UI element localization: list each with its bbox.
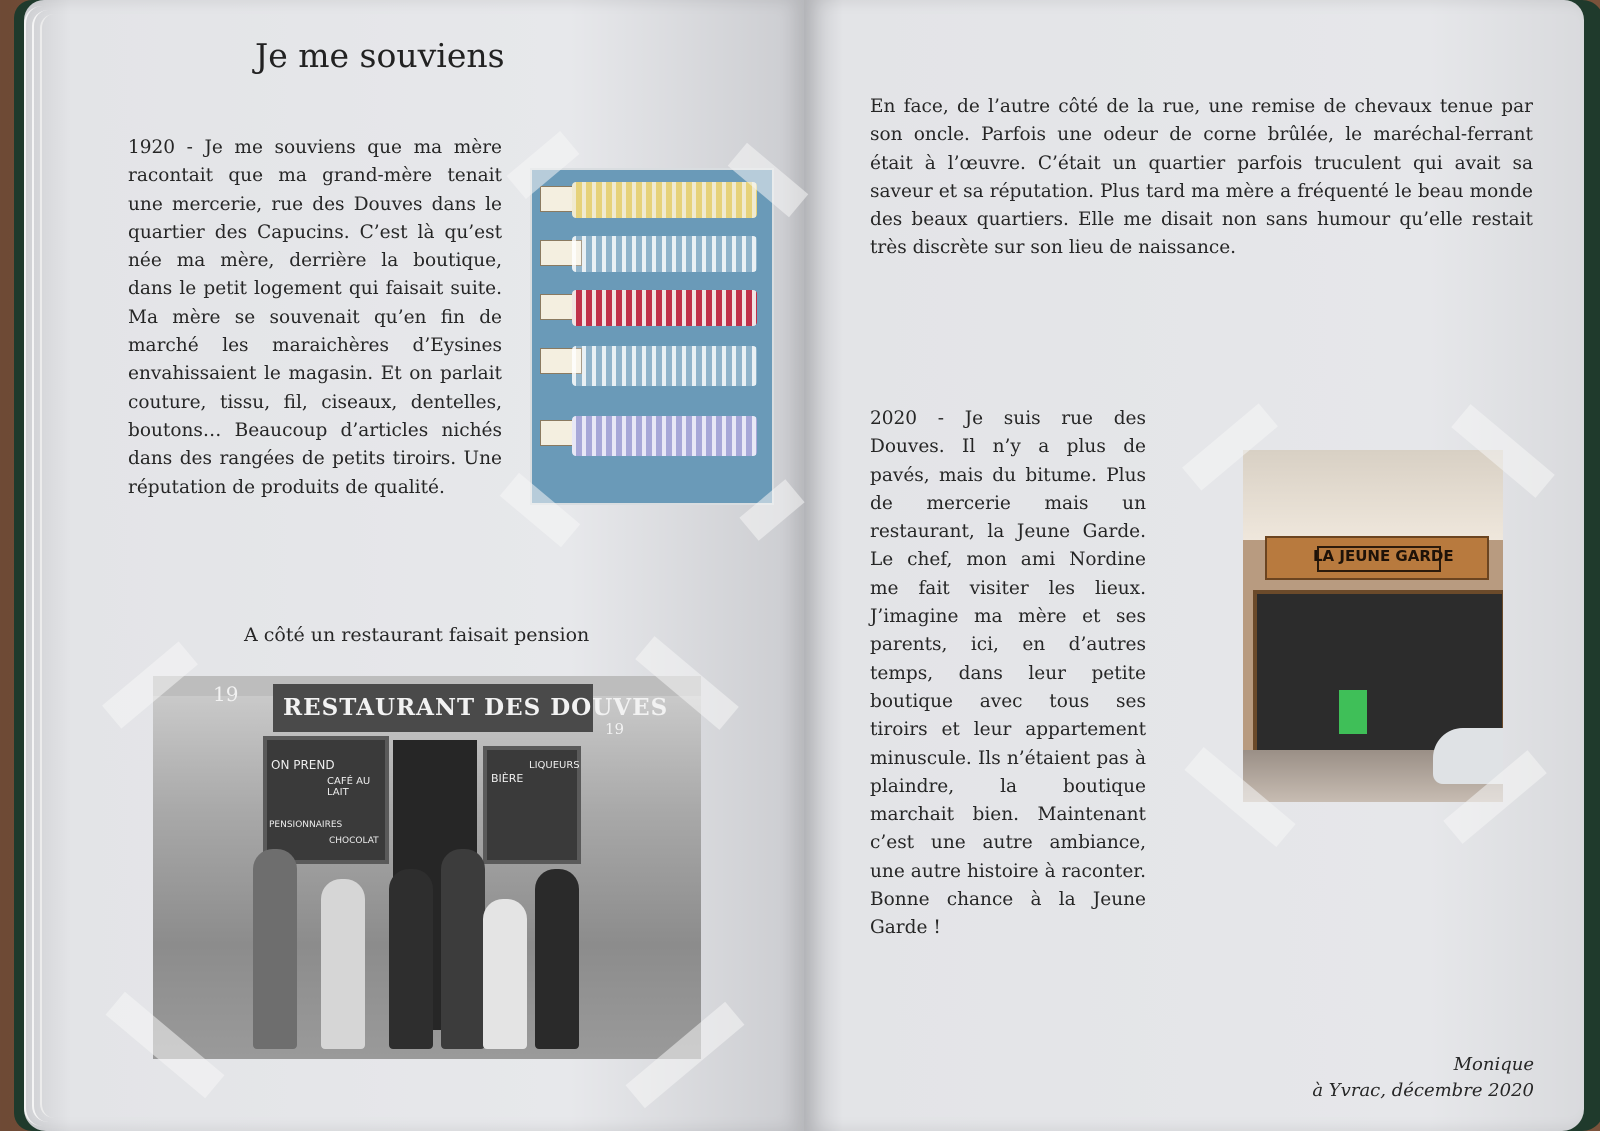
lace-samples-photo <box>532 170 772 503</box>
poster <box>1339 690 1367 734</box>
person <box>253 849 297 1049</box>
person <box>389 869 433 1049</box>
house-number: 19 <box>213 682 239 706</box>
person <box>535 869 579 1049</box>
page-title: Je me souviens <box>255 36 505 75</box>
paragraph-2020: 2020 - Je suis rue des Douves. Il n’y a plus de pavés, mais du bitume. Plus de mercerie mais un restaurant, la Jeune Garde. Le chef, mon ami Nordine me fait visiter les lieux. J’imagine ma mère et ses parents, ici, en d’autres temps, dans leur petite boutique avec tous ses tiroirs et leur appartement minuscule. Ils n’étaient pas à plaindre, la boutique marchait bien. Maintenant c’est une autre ambiance, une autre histoire à raconter. Bonne chance à la Jeune Garde ! <box>870 408 1146 939</box>
modern-sign-text: LA JEUNE GARDE <box>1313 547 1454 565</box>
house-number: 19 <box>605 720 625 738</box>
person <box>321 879 365 1049</box>
person <box>483 899 527 1049</box>
restaurant-sign-text: RESTAURANT DES DOUVES <box>283 694 669 721</box>
person <box>441 849 485 1049</box>
car <box>1433 728 1503 784</box>
paragraph-opposite: En face, de l’autre côté de la rue, une remise de chevaux tenue par son oncle. Parfois une odeur de corne brûlée, le maréchal-ferrant était à l’œuvre. C’était un quartier parfois truculent qui avait sa saveur et sa réputation. Plus tard ma mère a fréquenté le beau monde des beaux quartiers. Elle me disait non sans humour qu’elle restait très discrète sur son lieu de naissance. <box>870 96 1533 259</box>
signature-name: Monique <box>1453 1054 1534 1075</box>
page-edge <box>40 14 102 1118</box>
photo-caption: A côté un restaurant faisait pension <box>244 624 590 646</box>
signature <box>1312 1052 1534 1104</box>
shop-window: ON PREND CAFÉ AU LAIT PENSIONNAIRES CHOCOLAT <box>263 736 389 864</box>
old-restaurant-photo <box>153 676 701 1059</box>
signature-place-date: à Yvrac, décembre 2020 <box>1312 1080 1534 1101</box>
paragraph-1920: 1920 - Je me souviens que ma mère racontait que ma grand-mère tenait une mercerie, rue des Douves dans le quartier des Capucins. C’est là qu’est née ma mère, derrière la boutique, dans le petit logement qui faisait suite. Ma mère se souvenait qu’en fin de marché les maraichères d’Eysines envahissaient le magasin. Et on parlait couture, tissu, fil, ciseaux, dentelles, boutons… Beaucoup d’articles nichés dans des rangées de petits tiroirs. Une réputation de produits de qualité. <box>128 137 502 498</box>
shop-window: BIÈRE LIQUEURS <box>483 746 581 864</box>
modern-restaurant-photo <box>1243 450 1503 802</box>
